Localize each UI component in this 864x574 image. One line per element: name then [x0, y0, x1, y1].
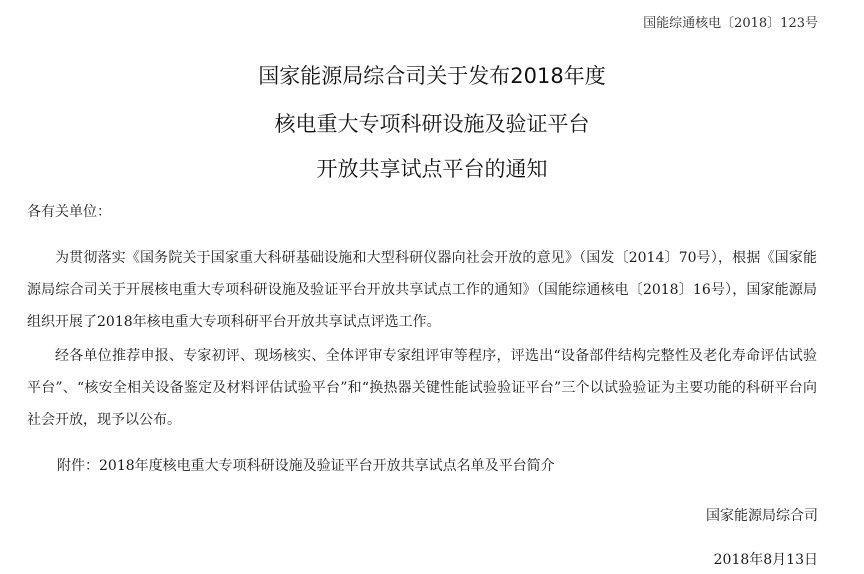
title-line-2: 核电重大专项科研设施及验证平台 [274, 112, 590, 136]
document-number: 国能综通核电〔2018〕123号 [643, 16, 818, 31]
body-paragraph-2: 经各单位推荐申报、专家初评、现场核实、全体评审专家组评审等程序，评选出“设备部件结构完整性及老化寿命评估试验平台”、“核安全相关设备鉴定及材料评估试验平台”和“换热器关键性能试验验证平台”三个以试验验证为主要功能的科研平台向社会开放，现予以公布。 [27, 348, 817, 428]
issue-date: 2018年8月13日 [713, 552, 818, 568]
title-line-1: 国家能源局综合司关于发布2018年度 [258, 64, 606, 88]
salutation: 各有关单位： [27, 204, 111, 220]
attachment-line: 附件：2018年度核电重大专项科研设施及验证平台开放共享试点名单及平台简介 [57, 458, 555, 474]
issuing-authority: 国家能源局综合司 [706, 508, 818, 524]
body-paragraph-1: 为贯彻落实《国务院关于国家重大科研基础设施和大型科研仪器向社会开放的意见》（国发〔2014〕70号），根据《国家能源局综合司关于开展核电重大专项科研设施及验证平台开放共享试点工作的通知》（国能综通核电〔2018〕16号），国家能源局组织开展了2018年核电重大专项科研平台开放共享试点评选工作。 [27, 250, 817, 330]
title-line-3: 开放共享试点平台的通知 [316, 157, 548, 181]
